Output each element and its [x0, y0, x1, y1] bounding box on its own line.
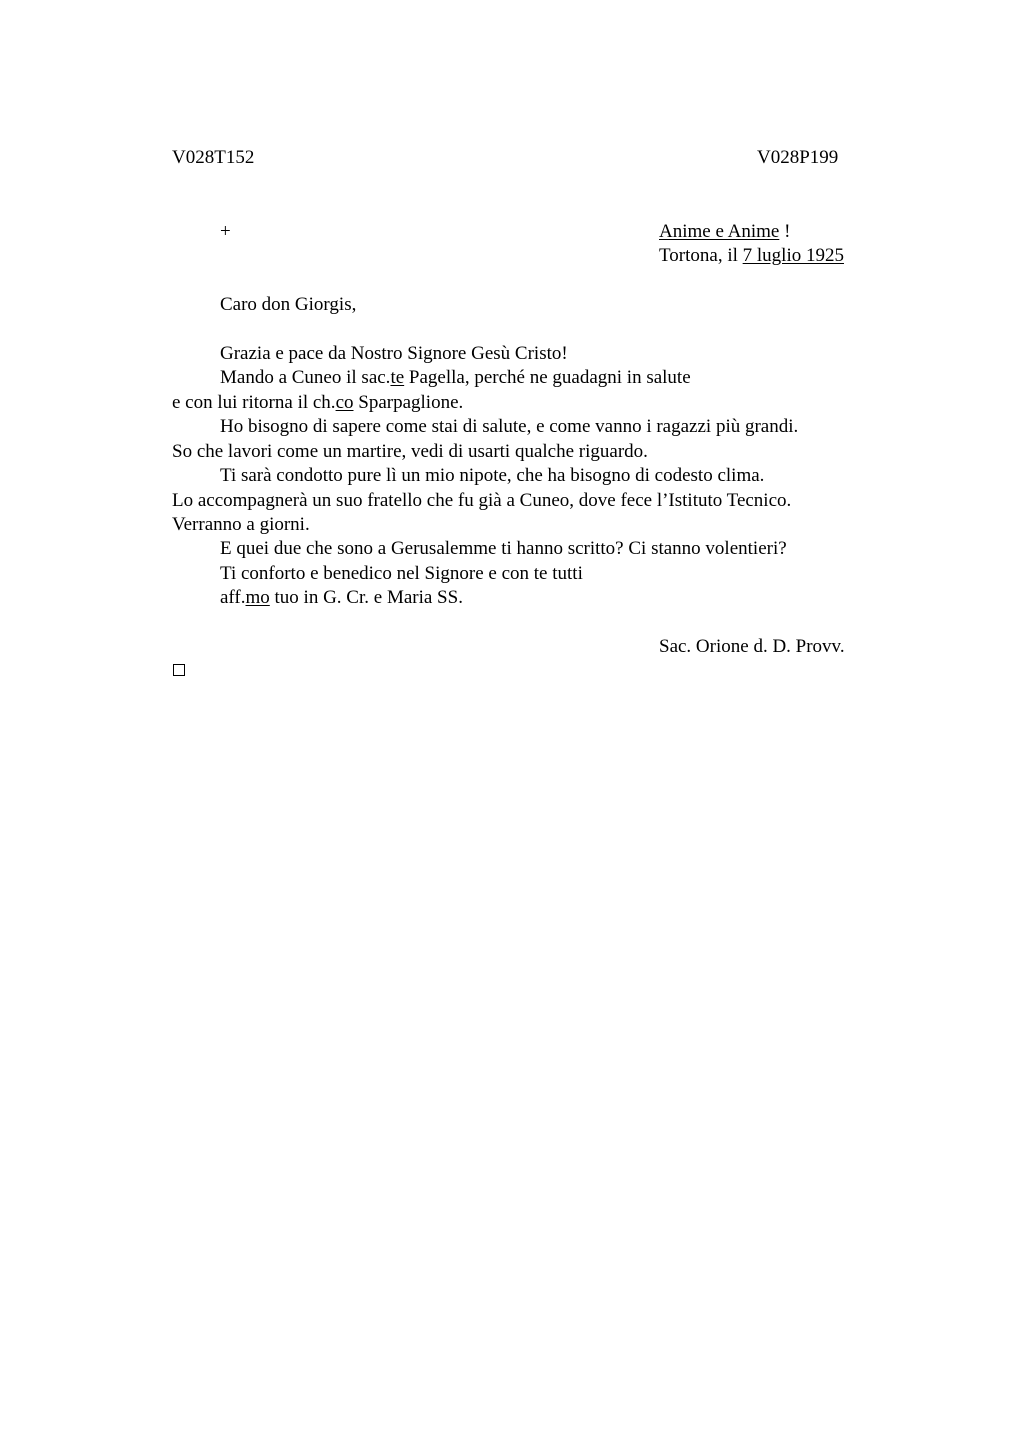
- signature: Sac. Orione d. D. Provv.: [659, 636, 845, 657]
- paragraph-line: So che lavori come un martire, vedi di usarti qualche riguardo.: [172, 441, 648, 462]
- abbrev-suffix: te: [390, 367, 405, 388]
- text-run: aff.: [220, 587, 246, 608]
- checkbox-icon: [173, 664, 185, 676]
- paragraph-line: [220, 366, 691, 390]
- motto-text: Anime e Anime: [659, 221, 780, 242]
- cross-mark: +: [220, 221, 231, 242]
- dateline: [659, 244, 844, 268]
- dateline-prefix: Tortona, il: [659, 245, 743, 266]
- text-run: tuo in G. Cr. e Maria SS.: [269, 587, 463, 608]
- document-code-right: V028P199: [757, 147, 839, 168]
- text-run: e con lui ritorna il ch.: [172, 392, 336, 413]
- abbrev-suffix: mo: [245, 587, 270, 608]
- dateline-date: 7 luglio 1925: [742, 245, 844, 266]
- paragraph-line: Ti conforto e benedico nel Signore e con te tutti: [220, 563, 583, 584]
- paragraph-line: Ho bisogno di sapere come stai di salute, e come vanno i ragazzi più grandi.: [220, 416, 799, 437]
- paragraph-line: Verranno a giorni.: [172, 514, 310, 535]
- motto-suffix: !: [779, 221, 791, 242]
- paragraph-line: Ti sarà condotto pure lì un mio nipote, che ha bisogno di codesto clima.: [220, 465, 765, 486]
- abbrev-suffix: co: [335, 392, 354, 413]
- greeting-line: Grazia e pace da Nostro Signore Gesù Cristo!: [220, 343, 568, 364]
- text-run: Pagella, perché ne guadagni in salute: [404, 367, 691, 388]
- motto: [659, 220, 790, 244]
- text-run: Sparpaglione.: [353, 392, 464, 413]
- salutation: Caro don Giorgis,: [220, 294, 357, 315]
- text-run: Mando a Cuneo il sac.: [220, 367, 391, 388]
- closing-line: [220, 586, 463, 610]
- paragraph-line: [172, 391, 463, 415]
- paragraph-line: E quei due che sono a Gerusalemme ti hanno scritto? Ci stanno volentieri?: [220, 538, 787, 559]
- paragraph-line: Lo accompagnerà un suo fratello che fu già a Cuneo, dove fece l’Istituto Tecnico.: [172, 490, 792, 511]
- document-code-left: V028T152: [172, 147, 255, 168]
